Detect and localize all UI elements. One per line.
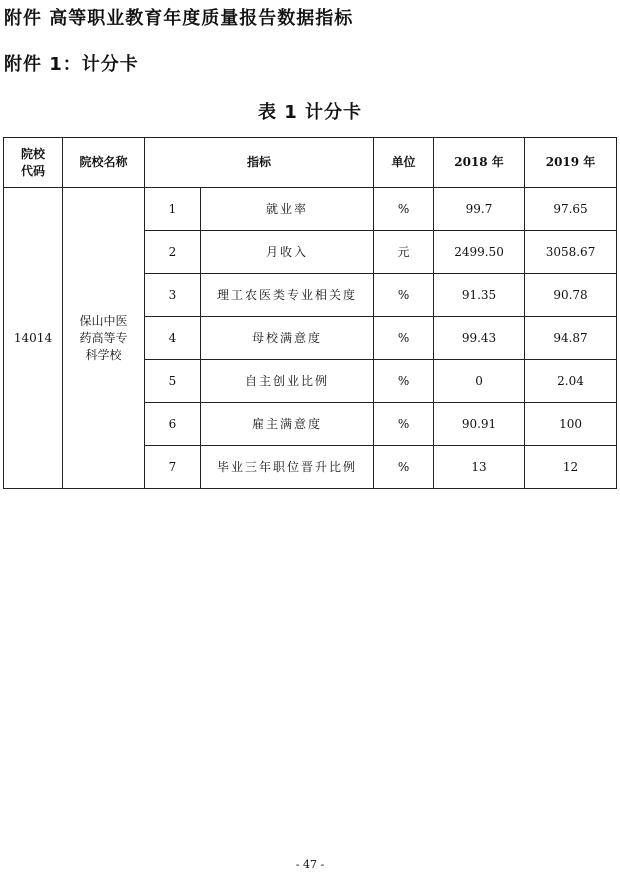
header-unit: 单位 [374,138,434,188]
school-name-line2: 药高等专 [79,330,128,345]
unit-cell: % [374,360,434,403]
table-row [4,188,617,231]
value-2019: 3058.67 [525,231,617,274]
annex-subtitle: 附件 1：计分卡 [4,54,139,75]
indicator-name: 月收入 [201,231,374,274]
value-2019: 90.78 [525,274,617,317]
header-school-code-line1: 院校 [20,146,45,161]
page-number: - 47 - [295,858,325,871]
value-2018: 91.35 [434,274,525,317]
indicator-name: 理工农医类专业相关度 [201,274,374,317]
row-number: 4 [145,317,201,360]
value-2018: 0 [434,360,525,403]
header-school-name: 院校名称 [63,138,145,188]
table-header-row [4,138,617,188]
header-school-code [4,138,63,188]
value-2019: 2.04 [525,360,617,403]
header-year-2019: 2019 年 [525,138,617,188]
value-2018: 90.91 [434,403,525,446]
row-number: 7 [145,446,201,489]
value-2018: 13 [434,446,525,489]
document-title: 附件 高等职业教育年度质量报告数据指标 [4,8,354,29]
unit-cell: % [374,188,434,231]
value-2018: 99.43 [434,317,525,360]
indicator-name: 雇主满意度 [201,403,374,446]
row-number: 3 [145,274,201,317]
value-2019: 94.87 [525,317,617,360]
indicator-name: 自主创业比例 [201,360,374,403]
school-code-cell: 14014 [4,188,63,489]
table-caption: 表 1 计分卡 [257,102,363,123]
row-number: 2 [145,231,201,274]
row-number: 5 [145,360,201,403]
unit-cell: % [374,403,434,446]
header-school-code-line2: 代码 [20,163,45,178]
unit-cell: 元 [374,231,434,274]
indicator-name: 毕业三年职位晋升比例 [201,446,374,489]
scorecard-table [3,137,617,489]
school-name-line1: 保山中医 [79,313,128,328]
unit-cell: % [374,446,434,489]
indicator-name: 母校满意度 [201,317,374,360]
value-2019: 97.65 [525,188,617,231]
value-2019: 100 [525,403,617,446]
row-number: 1 [145,188,201,231]
value-2019: 12 [525,446,617,489]
school-name-cell [63,188,145,489]
header-year-2018: 2018 年 [434,138,525,188]
unit-cell: % [374,317,434,360]
indicator-name: 就业率 [201,188,374,231]
unit-cell: % [374,274,434,317]
header-indicator: 指标 [145,138,374,188]
school-name-line3: 科学校 [85,347,122,362]
value-2018: 99.7 [434,188,525,231]
row-number: 6 [145,403,201,446]
value-2018: 2499.50 [434,231,525,274]
